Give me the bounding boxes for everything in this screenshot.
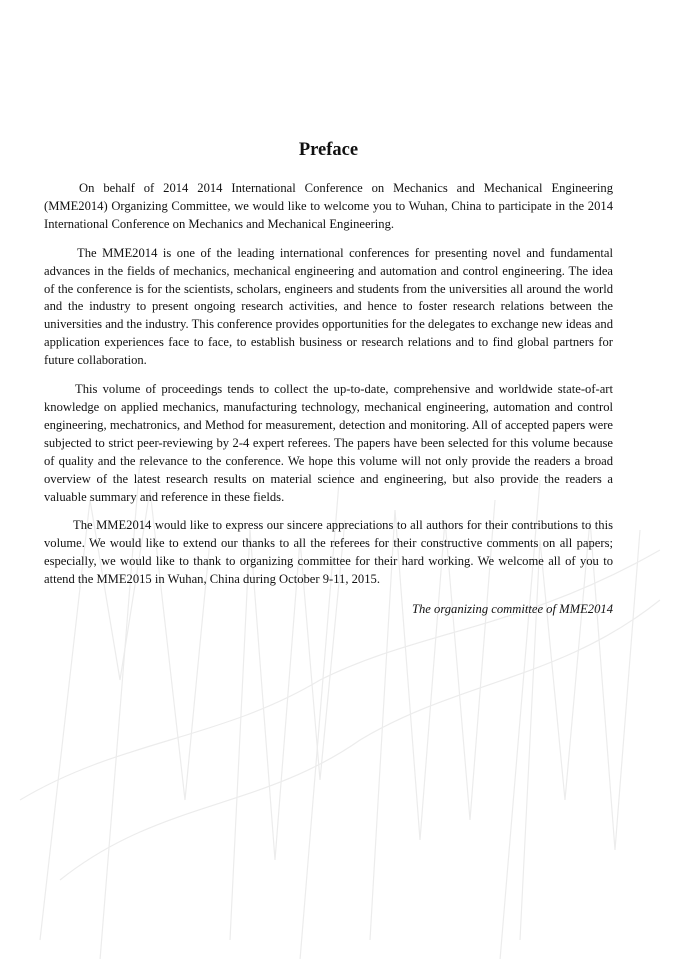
preface-page [44, 138, 613, 618]
paragraph-welcome: On behalf of 2014 2014 International Conference on Mechanics and Mechanical Engineering (MME2014) Organizing Committee, we would like to welcome you to Wuhan, China to participate in the 2014 International Conference on Mechanics and Mechanical Engineering. [44, 181, 613, 231]
paragraph-conference-overview: The MME2014 is one of the leading international conferences for presenting novel and fundamental advances in the fields of mechanics, mechanical engineering and automation and control engineering. The idea of the conference is for the scientists, scholars, engineers and students from the universities all around the world and the industry to present ongoing research activities, and hence to foster research relations between the universities and the industry. This conference provides opportunities for the delegates to exchange new ideas and application experiences face to face, to establish business or research relations and to find global partners for future collaboration. [44, 245, 613, 368]
signature: The organizing committee of MME2014 [411, 602, 613, 617]
paragraph-proceedings-volume: This volume of proceedings tends to collect the up-to-date, comprehensive and worldwide state-of-art knowledge on applied mechanics, manufacturing technology, mechanical engineering, automation and control engineering, mechatronics, and Method for measurement, detection and monitoring. All of accepted papers were subjected to strict peer-reviewing by 2-4 expert referees. The papers have been selected for this volume because of quality and the relevance to the conference. We hope this volume will not only provide the readers a broad overview of the latest research results on material science and engineering, but also provide the readers a valuable summary and reference in these fields. [44, 382, 613, 504]
page-title: Preface [298, 140, 359, 160]
paragraph-acknowledgements: The MME2014 would like to express our sincere appreciations to all authors for their contributions to this volume. We would like to extend our thanks to all the referees for their constructive comments on all papers; especially, we would like to thank to organizing committee for their hard working. We welcome all of you to attend the MME2015 in Wuhan, China during October 9-11, 2015. [44, 518, 613, 587]
